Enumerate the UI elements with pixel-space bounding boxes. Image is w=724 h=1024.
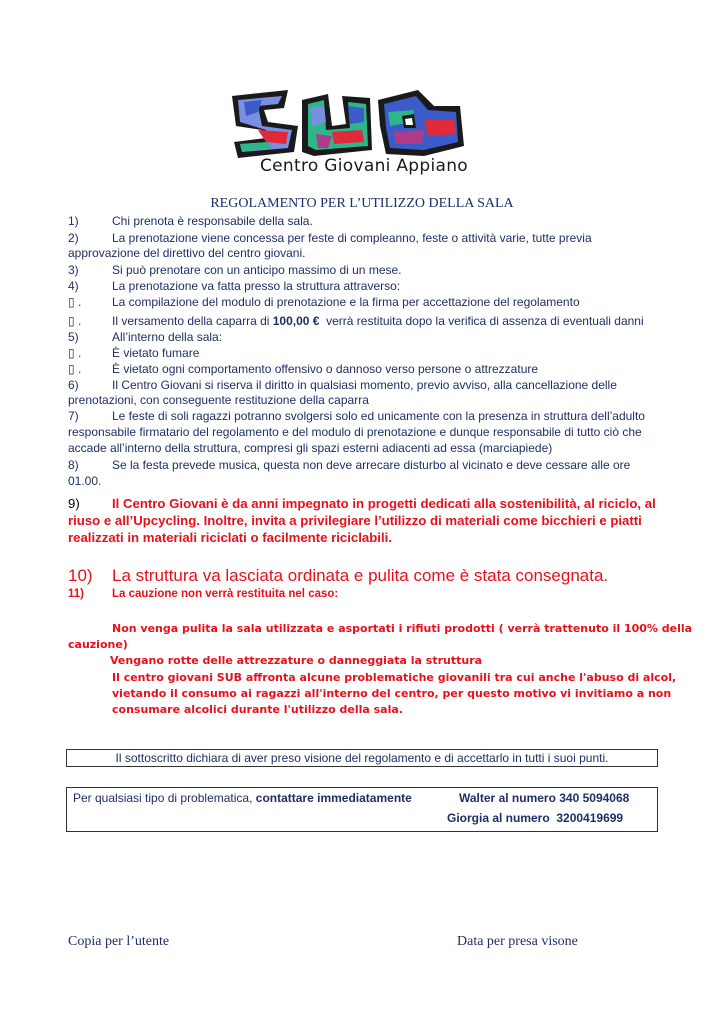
rule-number: 3) xyxy=(68,263,79,277)
rule-number: 5) xyxy=(68,330,79,344)
rule-5b xyxy=(68,362,538,377)
rule-text: È vietato ogni comportamento offensivo o dannoso verso persone o attrezzature xyxy=(112,362,539,376)
rule-6-continuation: prenotazioni, con conseguente restituzione della caparra xyxy=(68,393,369,407)
contact-giorgia: Giorgia al numero 3200419699 xyxy=(447,811,624,825)
contact-walter: Walter al numero 340 5094068 xyxy=(459,791,630,805)
rule-7-continuation-2: accade all’interno della struttura, compresi gli spazi esterni adiacenti ad essa (marciapiede) xyxy=(68,441,553,455)
rule-text: All’interno della sala: xyxy=(112,330,223,344)
rule-1 xyxy=(68,214,313,229)
rule-text: Chi prenota è responsabile della sala. xyxy=(112,214,313,228)
bullet-icon: ▯ . xyxy=(68,362,82,376)
rule-11c-line-2: vietando il consumo ai ragazzi all'interno del centro, per questo motivo vi invitiamo a non xyxy=(112,687,672,700)
rule-text: La prenotazione va fatta presso la struttura attraverso: xyxy=(112,279,401,293)
rule-4a xyxy=(68,295,580,310)
rule-text: La compilazione del modulo di prenotazione e la firma per accettazione del regolamento xyxy=(112,295,580,309)
rule-number: 8) xyxy=(68,458,79,472)
contacts-intro-text: Per qualsiasi tipo di problematica, xyxy=(73,791,256,805)
rule-11b: Vengano rotte delle attrezzature o danneggiata la struttura xyxy=(110,654,483,667)
contacts-intro xyxy=(73,791,412,805)
declaration-box: Il sottoscritto dichiara di aver preso visione del regolamento e di accettarlo in tutti i suoi punti. xyxy=(66,749,658,767)
rule-text: La cauzione non verrà restituita nel caso: xyxy=(112,588,339,600)
footer-date-label: Data per presa visone xyxy=(457,934,578,949)
rule-2 xyxy=(68,231,592,246)
rule-number: 9) xyxy=(68,496,80,511)
footer-copy-label: Copia per l’utente xyxy=(68,934,170,949)
rule-4b xyxy=(68,314,644,329)
rule-9 xyxy=(68,495,668,546)
page-title: REGOLAMENTO PER L’UTILIZZO DELLA SALA xyxy=(210,196,514,211)
rule-8-continuation: 01.00. xyxy=(68,474,102,488)
rule-number: 7) xyxy=(68,409,79,423)
logo-letter-s xyxy=(232,90,298,158)
rule-10 xyxy=(68,566,608,586)
rule-text: Il versamento della caparra di xyxy=(112,314,273,328)
bullet-icon: ▯ . xyxy=(68,314,82,328)
rule-text: Se la festa prevede musica, questa non deve arrecare disturbo al vicinato e deve cessare alle ore xyxy=(112,458,631,472)
rule-6 xyxy=(68,378,617,393)
bullet-icon: ▯ . xyxy=(68,346,82,360)
rule-11c-line-3: consumare alcolici durante l'utilizzo della sala. xyxy=(112,703,403,716)
rule-text: È vietato fumare xyxy=(112,346,200,360)
rule-3 xyxy=(68,263,402,278)
logo-caption: Centro Giovani Appiano xyxy=(260,156,468,176)
rule-text: Si può prenotare con un anticipo massimo di un mese. xyxy=(112,263,402,277)
rule-5a xyxy=(68,346,199,361)
rule-text: Il Centro Giovani è da anni impegnato in progetti dedicati alla sostenibilità, al riciclo, al riuso e all’Upcycling. Inoltre, invita a privilegiare l’utilizzo di materiali come bicchieri e piatti realizzati in materiali riciclati o facilmente riciclabili. xyxy=(68,496,656,545)
logo-letter-u xyxy=(302,94,372,156)
bullet-icon: ▯ . xyxy=(68,295,82,309)
logo-letter-b xyxy=(378,90,464,156)
rule-number: 4) xyxy=(68,279,79,293)
deposit-amount: 100,00 € xyxy=(272,314,320,328)
rule-2-continuation: approvazione del direttivo del centro giovani. xyxy=(68,246,306,260)
rule-text: Le feste di soli ragazzi potranno svolgersi solo ed unicamente con la presenza in struttura dell’adulto xyxy=(112,409,645,423)
rule-11c-line-1: Il centro giovani SUB affronta alcune problematiche giovanili tra cui anche l'abuso di alcol, xyxy=(112,671,677,684)
rule-text: La struttura va lasciata ordinata e pulita come è stata consegnata. xyxy=(112,566,609,585)
rule-text: verrà restituita dopo la verifica di assenza di eventuali danni xyxy=(319,314,644,328)
rule-number: 10) xyxy=(68,566,93,585)
rule-number: 6) xyxy=(68,378,79,392)
rule-5 xyxy=(68,330,222,345)
rule-11a-continuation: cauzione) xyxy=(68,638,128,651)
rule-number: 11) xyxy=(68,588,84,600)
rule-text: La prenotazione viene concessa per feste di compleanno, feste o attività varie, tutte previa xyxy=(112,231,592,245)
rule-8 xyxy=(68,458,630,473)
contacts-box xyxy=(66,787,658,832)
rule-4 xyxy=(68,279,400,294)
rule-number: 2) xyxy=(68,231,79,245)
rule-7-continuation-1: responsabile firmatario del regolamento e del modulo di prenotazione e dunque responsabile di tutto ciò che xyxy=(68,425,642,439)
rule-11a: Non venga pulita la sala utilizzata e asportati i rifiuti prodotti ( verrà trattenuto il 100% della xyxy=(112,622,693,635)
rule-7 xyxy=(68,409,645,424)
rule-11 xyxy=(68,588,338,600)
rule-number: 1) xyxy=(68,214,79,228)
contacts-intro-bold: contattare immediatamente xyxy=(255,791,412,805)
rule-text: Il Centro Giovani si riserva il diritto in qualsiasi momento, previo avviso, alla cancellazione delle xyxy=(112,378,617,392)
